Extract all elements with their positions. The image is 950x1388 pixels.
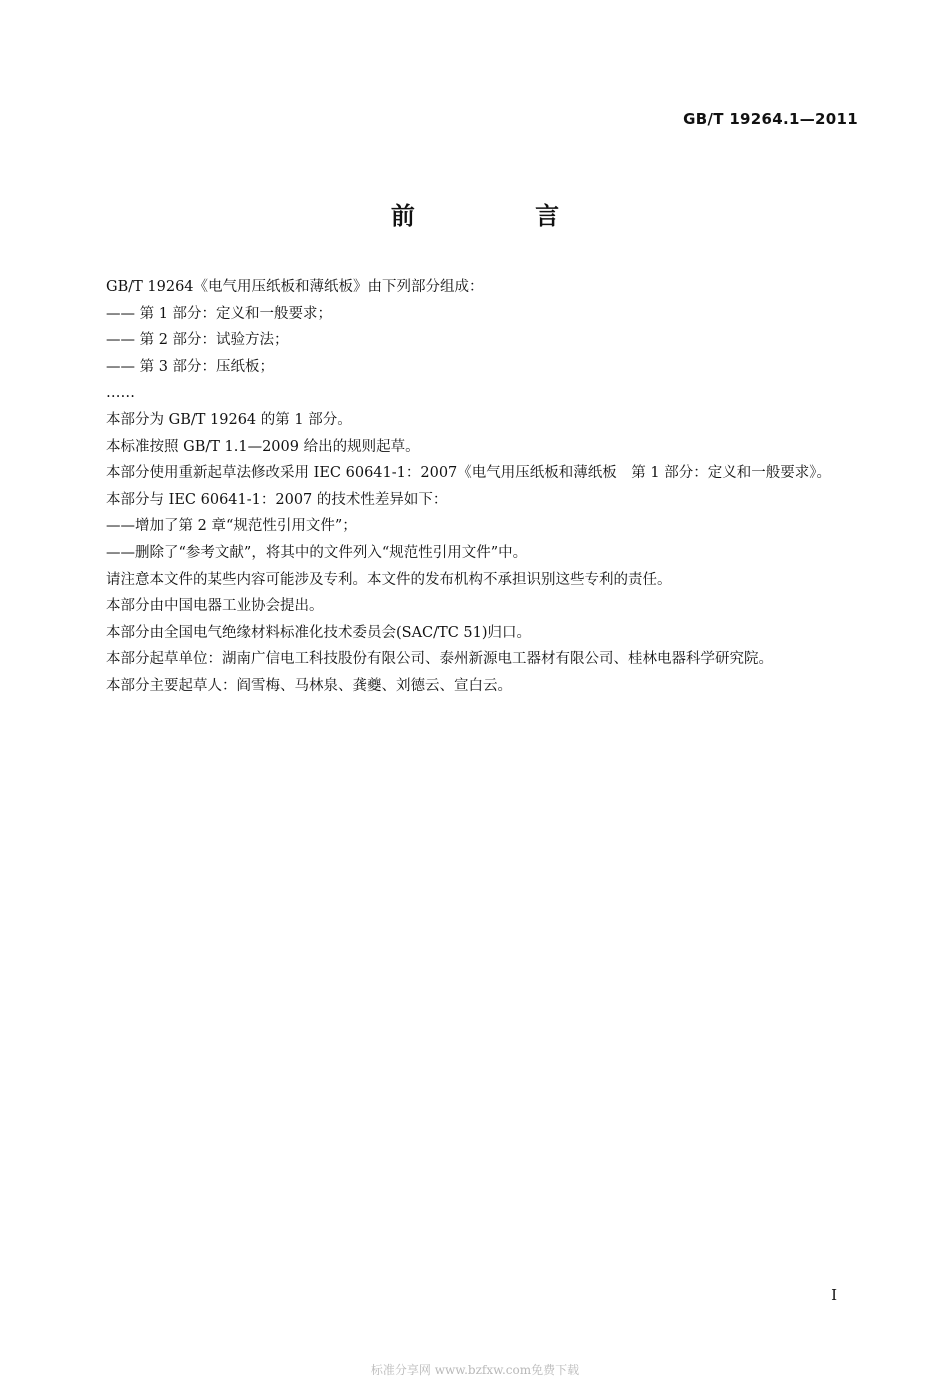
list-item: —— 第 1 部分：定义和一般要求； <box>106 305 333 322</box>
paragraph: 本部分与 IEC 60641-1：2007 的技术性差异如下： <box>106 491 448 508</box>
watermark: 标准分享网 www.bzfxw.com免费下载 <box>370 1363 580 1377</box>
paragraph: 本部分为 GB/T 19264 的第 1 部分。 <box>106 411 352 428</box>
paragraph: 本部分由中国电器工业协会提出。 <box>106 598 324 615</box>
paragraph: 本部分使用重新起草法修改采用 IEC 60641-1：2007《电气用压纸板和薄纸板 第 1 部分：定义和一般要求》。 <box>106 465 831 482</box>
paragraph: GB/T 19264《电气用压纸板和薄纸板》由下列部分组成： <box>106 279 484 295</box>
page-title: 前 言 <box>390 202 616 230</box>
standard-code: GB/T 19264.1—2011 <box>683 110 858 128</box>
paragraph: 本部分起草单位：湖南广信电工科技股份有限公司、泰州新源电工器材有限公司、桂林电器科学研究院。 <box>106 651 773 668</box>
list-ellipsis: …… <box>106 385 135 402</box>
paragraph: 本标准按照 GB/T 1.1—2009 给出的规则起草。 <box>106 438 420 455</box>
list-item: ——增加了第 2 章“规范性引用文件”； <box>106 518 357 535</box>
list-item: —— 第 2 部分：试验方法； <box>106 332 289 349</box>
page-number: I <box>831 1286 837 1304</box>
list-item: —— 第 3 部分：压纸板； <box>106 358 275 375</box>
paragraph: 本部分由全国电气绝缘材料标准化技术委员会(SAC/TC 51)归口。 <box>106 624 532 641</box>
list-item: ——删除了“参考文献”，将其中的文件列入“规范性引用文件”中。 <box>106 544 528 561</box>
paragraph: 本部分主要起草人：阎雪梅、马林泉、龚夔、刘德云、宣白云。 <box>106 677 512 694</box>
paragraph: 请注意本文件的某些内容可能涉及专利。本文件的发布机构不承担识别这些专利的责任。 <box>106 571 672 588</box>
document-body <box>84 274 866 700</box>
